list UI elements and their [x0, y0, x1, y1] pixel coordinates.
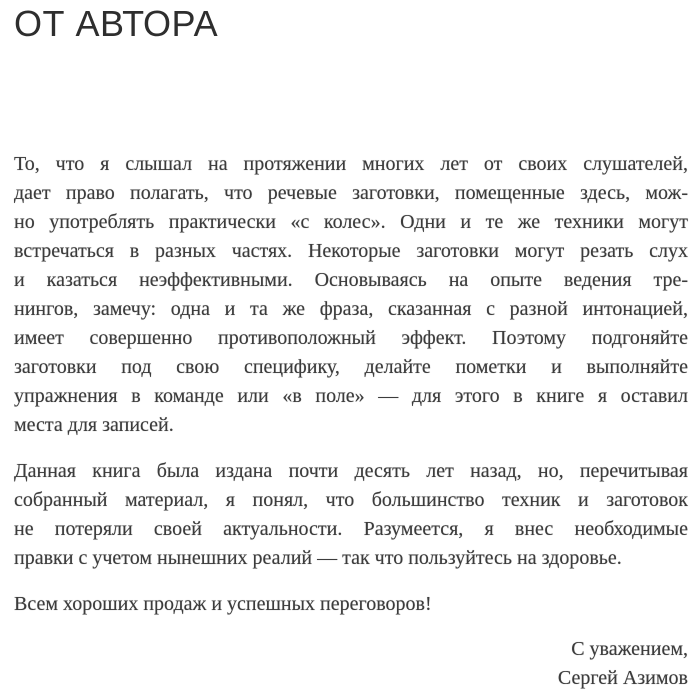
text-line: упражнения в команде или «в поле» — для этого в книге я оставил	[14, 385, 688, 407]
signature	[14, 635, 688, 693]
text-line: имеет совершенно противоположный эффект. Поэтому подгоняйте	[14, 327, 688, 349]
paragraph	[14, 457, 688, 573]
text-line: но употреблять практически «с колес». Одни и те же техники могут	[14, 211, 688, 233]
page-title: ОТ АВТОРА	[14, 3, 219, 44]
text-line: встречаться в разных частях. Некоторые заготовки могут резать слух	[14, 240, 688, 262]
signature-line-author: Сергей Азимов	[557, 667, 688, 689]
paragraph	[14, 150, 688, 440]
text-line: Данная книга была издана почти десять лет назад, но, перечитывая	[14, 460, 688, 482]
text-line: дает право полагать, что речевые заготовки, помещенные здесь, мож-	[14, 182, 688, 204]
paragraphs-container	[14, 150, 688, 619]
body-text	[14, 150, 688, 693]
text-line: и казаться неэффективными. Основываясь на опыте ведения тре-	[14, 269, 688, 291]
text-line: не потеряли своей актуальности. Разумеется, я внес необходимые	[14, 518, 688, 540]
text-line: собранный материал, я понял, что большинство техник и заготовок	[14, 489, 688, 511]
text-line: правки с учетом нынешних реалий — так что пользуйтесь на здоровье.	[14, 547, 622, 569]
text-line: Всем хороших продаж и успешных переговоров!	[14, 593, 432, 615]
text-line: места для записей.	[14, 414, 174, 436]
text-line: То, что я слышал на протяжении многих лет от своих слушателей,	[14, 153, 688, 175]
text-line: нингов, замечу: одна и та же фраза, сказанная с разной интонацией,	[14, 298, 688, 320]
paragraph	[14, 590, 688, 619]
text-line: заготовки под свою специфику, делайте пометки и выполняйте	[14, 356, 688, 378]
signature-line-regards: С уважением,	[571, 638, 688, 660]
